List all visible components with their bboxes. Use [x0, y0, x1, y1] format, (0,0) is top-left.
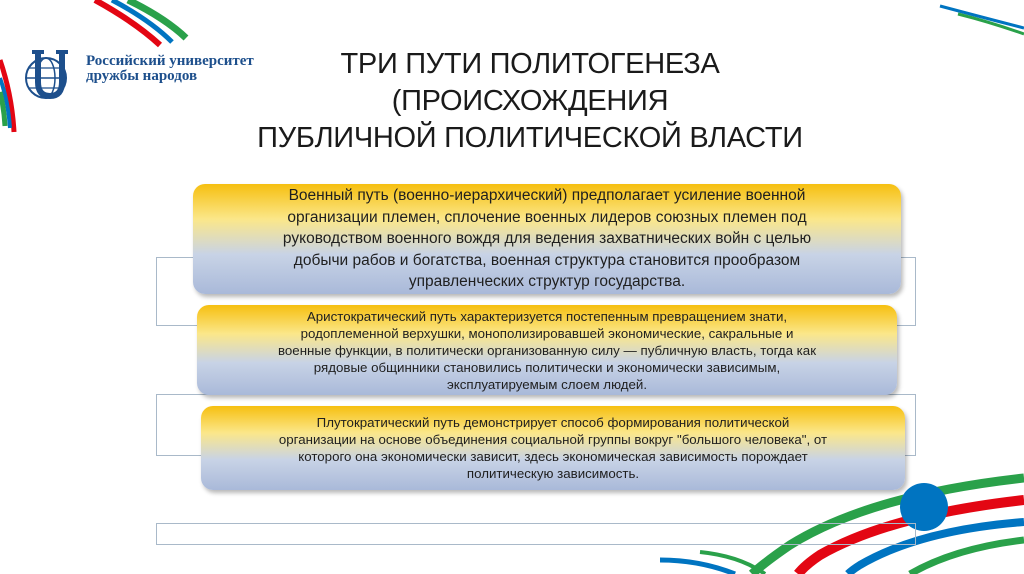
plutocratic-path-line: политическую зависимость.: [466, 466, 640, 481]
bracket-connector-3: [156, 523, 916, 545]
stripe-blue-bottom-2: [660, 560, 735, 574]
aristocratic-path-text: [278, 308, 816, 393]
military-path-line: организации племен, сплочение военных лидеров союзных племен под: [287, 208, 807, 226]
plutocratic-path-line: Плутократический путь демонстрирует способ формирования политической: [316, 415, 790, 430]
aristocratic-path-line: рядовые общинники становились политически и экономически зависимым,: [313, 359, 781, 375]
plutocratic-path-box: [201, 406, 905, 490]
slide-title-line2: ПУБЛИЧНОЙ ПОЛИТИЧЕСКОЙ ВЛАСТИ: [257, 122, 803, 154]
aristocratic-path-line: военные функции, в политически организованную силу — публичную власть, тогда как: [277, 342, 817, 358]
university-name: [86, 54, 254, 84]
military-path-text: [283, 185, 811, 293]
military-path-line: руководством военного вождя для ведения захватнических войн с целью: [282, 230, 812, 248]
plutocratic-path-text: [279, 414, 827, 482]
plutocratic-path-line: организации на основе объединения социальной группы вокруг "большого человека", от: [278, 432, 828, 447]
stripe-green-bottom-2: [910, 540, 1024, 574]
aristocratic-path-box: [197, 305, 897, 395]
slide-title: [250, 46, 810, 157]
military-path-line: добычи рабов и богатства, военная структура становится прообразом: [293, 251, 801, 269]
slide-title-line1: ТРИ ПУТИ ПОЛИТОГЕНЕЗА (ПРОИСХОЖДЕНИЯ: [340, 48, 720, 117]
military-path-line: Военный путь (военно-иерархический) предполагает усиление военной: [288, 187, 806, 205]
globe-logo-icon: [22, 48, 76, 104]
military-path-box: [193, 184, 901, 294]
university-name-line2: дружбы народов: [86, 68, 198, 84]
aristocratic-path-line: эксплуатируемым слоем людей.: [446, 376, 648, 392]
university-name-line1: Российский университет: [86, 53, 254, 69]
aristocratic-path-line: родоплеменной верхушки, монополизировавшей экономические, сакральные и: [300, 325, 794, 341]
stripe-green-top-left: [128, 0, 186, 38]
plutocratic-path-line: которого она экономически зависит, здесь экономическая зависимость порождает: [298, 449, 808, 464]
stripe-blue-top-right: [940, 6, 1024, 28]
aristocratic-path-line: Аристократический путь характеризуется постепенным превращением знати,: [306, 308, 788, 324]
military-path-line: управленческих структур государства.: [408, 273, 686, 291]
